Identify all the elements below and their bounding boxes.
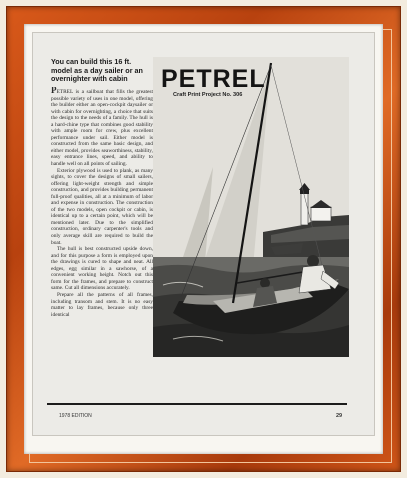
article-paragraph: PETREL is a sailboat that fills the greatest possible variety of uses in one model, offering the builder either an open-cockpit daysailer or with cabin for overnighting, a choice that suits the design to the needs of a family. The hull is a hard-chine type that combines good stability with ample room for crew, plus excellent performance under sail. Either model is constructed from the same basic design, and either model, provides seaworthiness, stability, easy entrance lines, speed, and ability to handle well on all points of sailing. [51,87,153,168]
plan-title-block [161,66,271,99]
article-headline: You can build this 16 ft. model as a day sailer or an overnighter with cabin [51,57,143,84]
sailboat-illustration [153,57,349,357]
drop-cap: P [51,87,57,95]
sailboat-drawing [153,57,349,357]
plan-title: PETREL [161,65,266,93]
page-number: 29 [336,413,343,419]
plan-subtitle: Craft Print Project No. 306 [173,92,243,98]
article-body [51,87,153,397]
edition-label: 1978 EDITION [59,413,92,419]
magazine-page [32,32,375,436]
article-paragraph: Prepare all the patterns of all frames, including transom and stem. It is no easy matter to lay frames, because only three identical [51,291,153,318]
footer-rule [47,403,347,405]
article-paragraph: The hull is best constructed upside down, and for this purpose a form is employed upon the drawings is cured to shape and neat. All edges, egg similar in a sawhorse, of a convenient working height. Notch out this form for the frames, and prepare to construct same. Cut all dimensions accurately. [51,246,153,292]
article-paragraph: Exterior plywood is used to plank, as many sights, to cover the designs of small sailers, offering light-weight strength and simple construction, and provides building permanent full-proof qualities, all at a minimum of labor and expense in construction. The construction of the two models, open cockpit or cabin, is identical up to a certain point, which will be mentioned later. Due to the simplified construction, ordinary carpenter's tools and only average skill are required to build the boat. [51,167,153,246]
